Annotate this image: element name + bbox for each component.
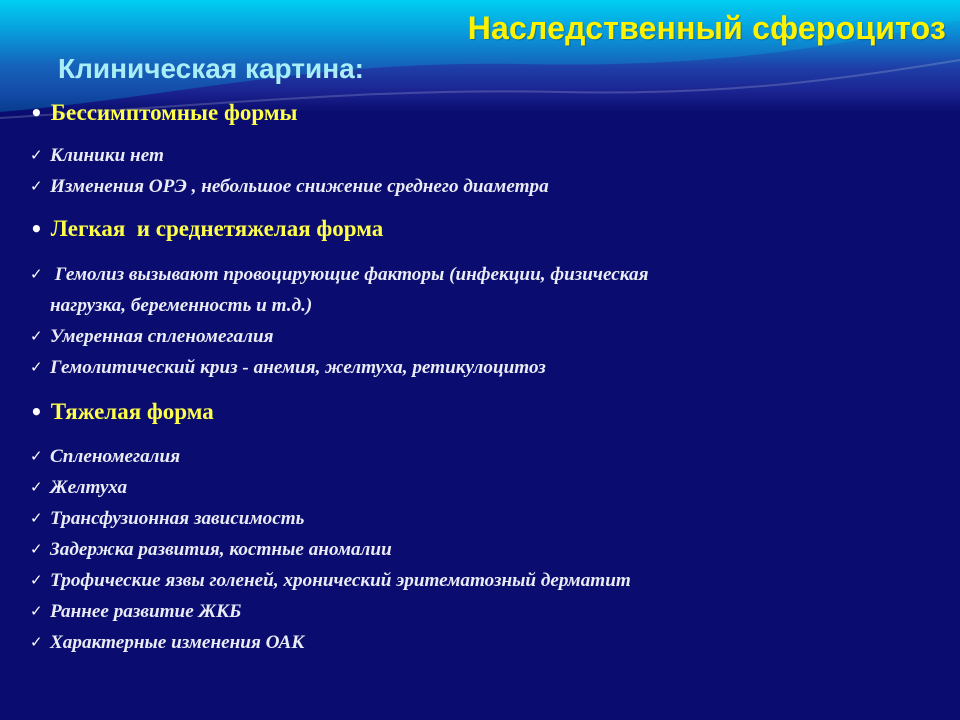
list-item: ✓ Трофические язвы голеней, хронический эритематозный дерматит <box>30 565 930 596</box>
list-item: ✓ Изменения ОРЭ , небольшое снижение среднего диаметра <box>30 171 930 202</box>
section-heading-text: Тяжелая форма <box>50 399 214 424</box>
list-item: ✓ Клиники нет <box>30 140 930 171</box>
section-severe <box>30 399 930 658</box>
list-item: ✓ Гемолитический криз - анемия, желтуха, ретикулоцитоз <box>30 352 930 383</box>
list-item: ✓ Желтуха <box>30 472 930 503</box>
checkmark-icon: ✓ <box>30 633 43 651</box>
section-heading-text: Легкая и среднетяжелая форма <box>50 216 384 241</box>
section-item-list <box>30 441 930 658</box>
section-item-list <box>30 140 930 202</box>
slide-title: Наследственный сфероцитоз <box>467 10 946 46</box>
checkmark-icon: ✓ <box>30 177 43 195</box>
list-item: ✓ Раннее развитие ЖКБ <box>30 596 930 627</box>
checkmark-icon: ✓ <box>30 602 43 620</box>
list-item: ✓ Умеренная спленомегалия <box>30 321 930 352</box>
section-heading <box>30 399 930 425</box>
list-item: ✓ Трансфузионная зависимость <box>30 503 930 534</box>
slide-subtitle: Клиническая картина: <box>58 53 365 84</box>
bullet-dot-icon: • <box>30 101 43 125</box>
bullet-dot-icon: • <box>30 400 43 424</box>
list-item: ✓ Характерные изменения ОАК <box>30 627 930 658</box>
list-item: ✓ Спленомегалия <box>30 441 930 472</box>
checkmark-icon: ✓ <box>30 146 43 164</box>
bullet-dot-icon: • <box>30 217 43 241</box>
section-asymptomatic <box>30 100 930 202</box>
section-heading <box>30 100 930 126</box>
checkmark-icon: ✓ <box>30 478 43 496</box>
checkmark-icon: ✓ <box>30 265 43 283</box>
list-item: ✓ Задержка развития, костные аномалии <box>30 534 930 565</box>
section-heading <box>30 216 930 242</box>
checkmark-icon: ✓ <box>30 509 43 527</box>
checkmark-icon: ✓ <box>30 571 43 589</box>
checkmark-icon: ✓ <box>30 327 43 345</box>
section-item-list <box>30 259 930 383</box>
checkmark-icon: ✓ <box>30 358 43 376</box>
checkmark-icon: ✓ <box>30 447 43 465</box>
checkmark-icon: ✓ <box>30 540 43 558</box>
list-item: ✓ Гемолиз вызывают провоцирующие факторы (инфекции, физическая нагрузка, беременность и т.д.) <box>30 259 930 321</box>
slide-content <box>30 96 930 658</box>
section-heading-text: Бессимптомные формы <box>50 100 298 125</box>
section-mild-moderate <box>30 216 930 383</box>
